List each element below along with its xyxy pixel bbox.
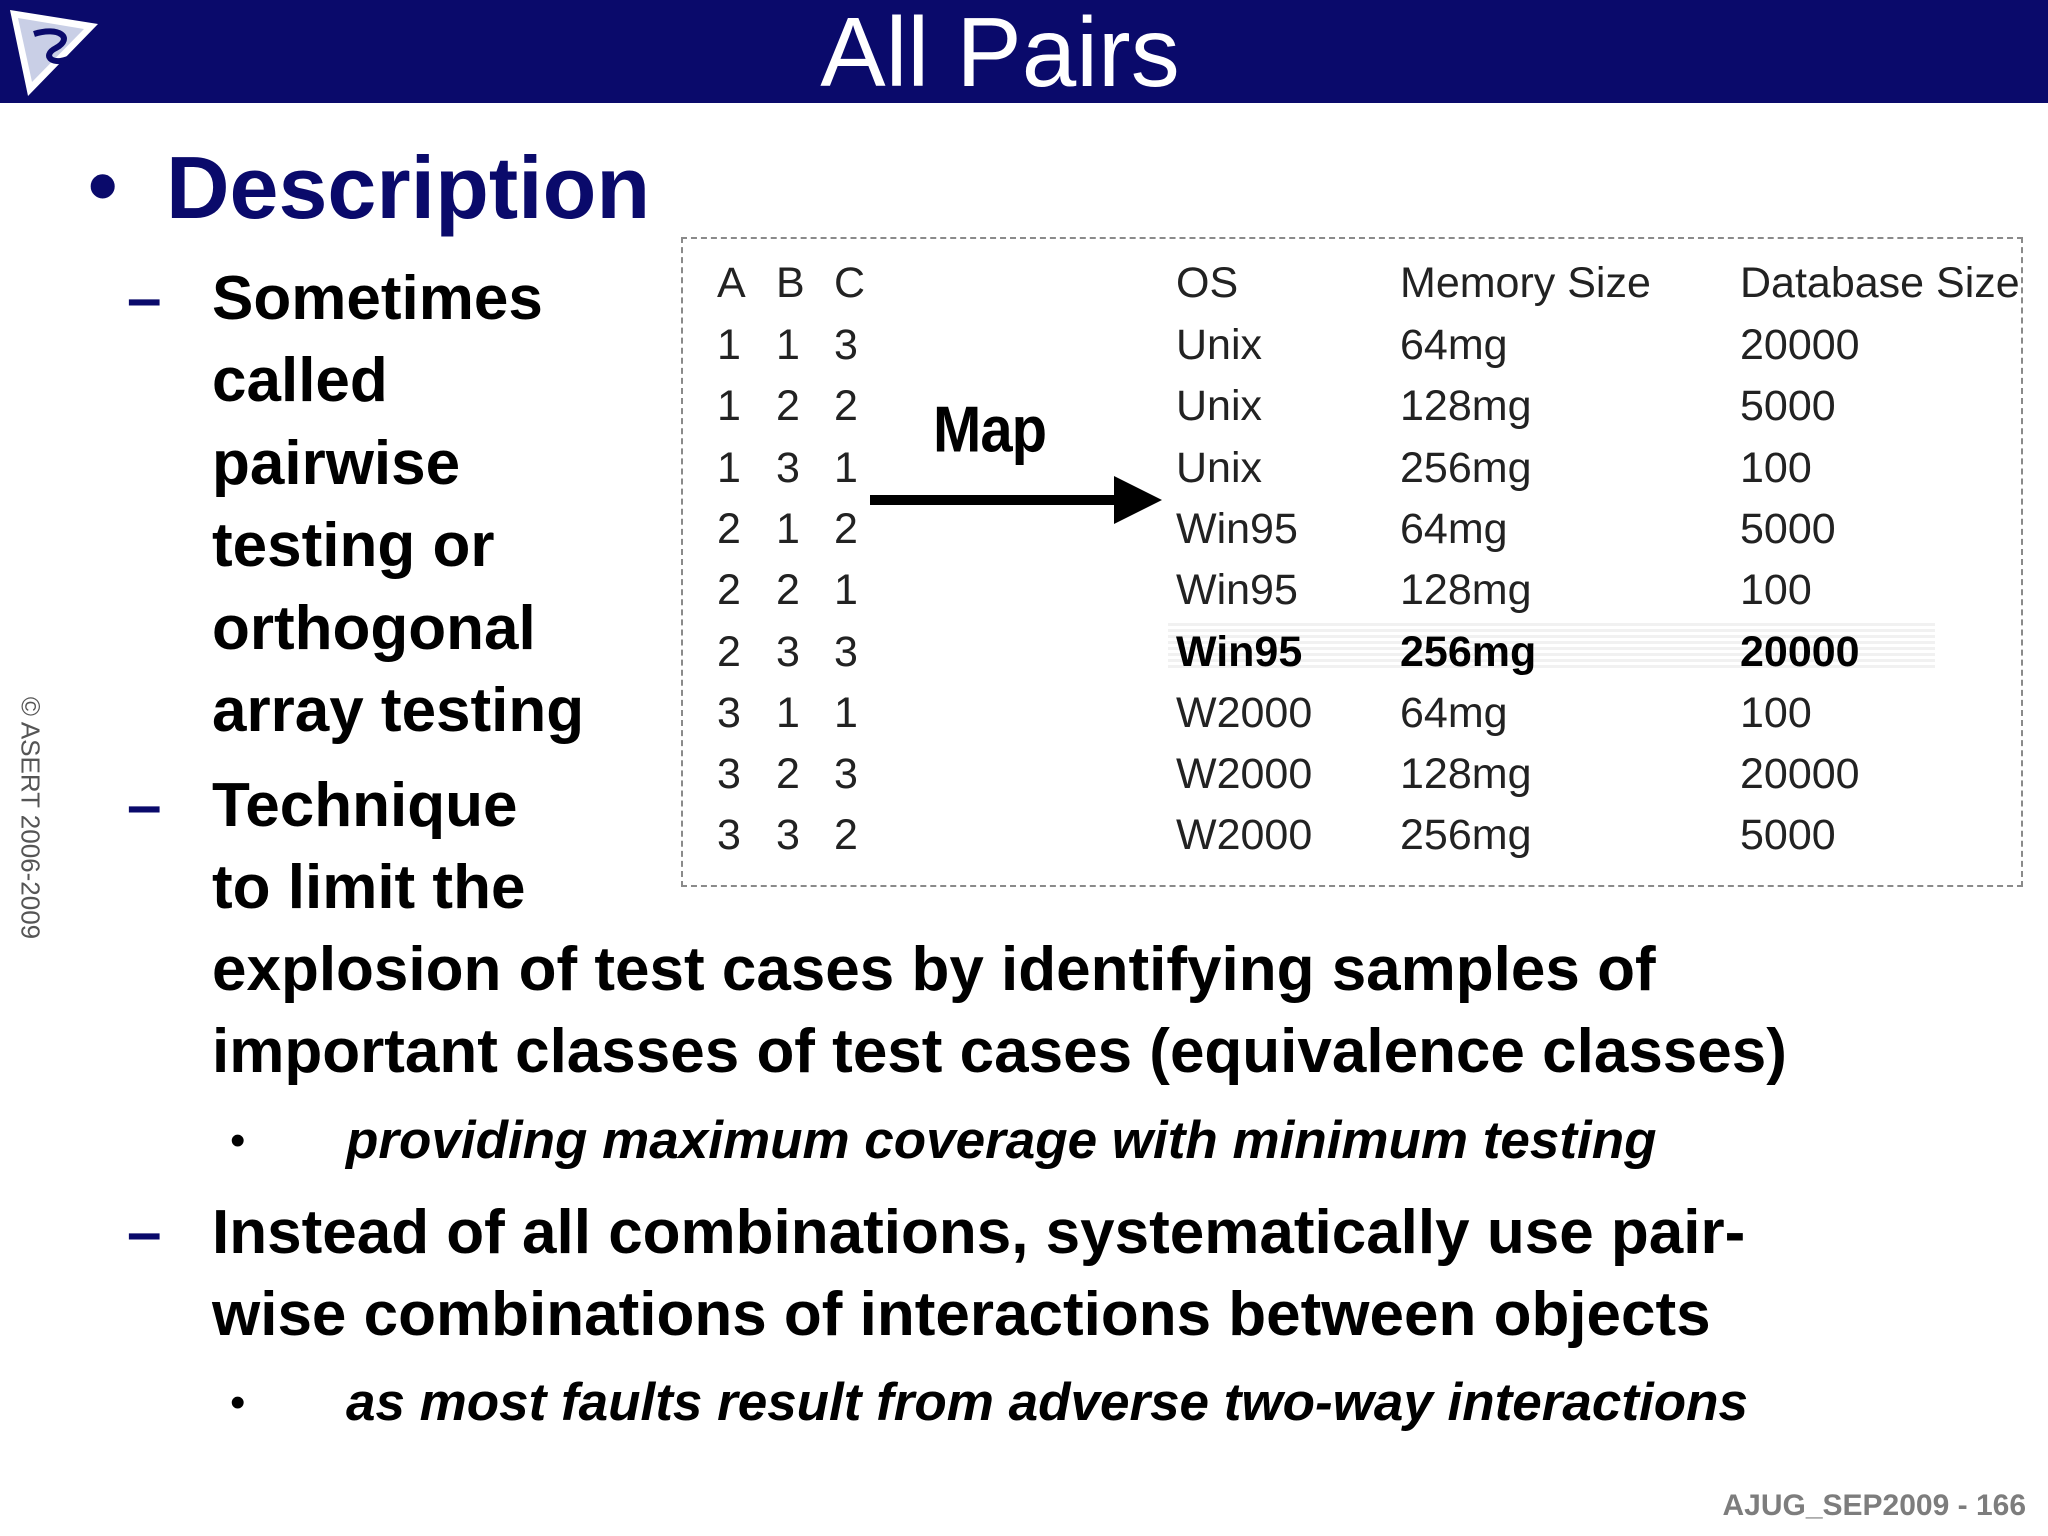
right-table-cell: 5000 [1740, 811, 1836, 859]
point1-line: Sometimes [212, 264, 543, 333]
left-table-cell: 1 [776, 689, 800, 737]
left-table-cell: 2 [834, 382, 858, 430]
right-table-cell: 5000 [1740, 382, 1836, 430]
right-table-cell: 100 [1740, 444, 1812, 492]
left-table-cell: 2 [717, 566, 741, 614]
right-table-cell: W2000 [1176, 750, 1313, 798]
left-table-cell: 3 [717, 750, 741, 798]
right-table-cell: 256mg [1400, 811, 1532, 859]
right-table-cell: 20000 [1740, 321, 1860, 369]
point2-line: important classes of test cases (equivalence classes) [212, 1017, 1787, 1086]
right-table-cell: Win95 [1176, 505, 1298, 553]
point1-line: orthogonal [212, 594, 536, 663]
right-table-cell: 100 [1740, 689, 1812, 737]
right-table-cell: 128mg [1400, 566, 1532, 614]
left-table-cell: 2 [834, 811, 858, 859]
left-table-cell: 1 [776, 505, 800, 553]
point1-line: pairwise [212, 429, 461, 498]
point3-line: Instead of all combinations, systematically use pair- [212, 1198, 1746, 1267]
left-column-header: B [776, 259, 805, 307]
point2-line: to limit the [212, 853, 526, 922]
left-table-cell: 1 [717, 321, 741, 369]
left-column-header: A [717, 259, 746, 307]
right-column-header: Memory Size [1400, 259, 1651, 307]
right-table-cell: W2000 [1176, 689, 1313, 737]
left-table-cell: 1 [834, 444, 858, 492]
right-table-cell: 128mg [1400, 382, 1532, 430]
right-table-cell: Unix [1176, 382, 1263, 430]
left-table-cell: 3 [717, 689, 741, 737]
right-table-cell: Win95 [1176, 628, 1303, 676]
title-bar [0, 0, 2048, 107]
left-column-header: C [834, 259, 866, 307]
left-table-cell: 1 [717, 444, 741, 492]
right-table-cell: Unix [1176, 321, 1263, 369]
right-table-cell: Win95 [1176, 566, 1298, 614]
point2-line: explosion of test cases by identifying samples of [212, 935, 1656, 1004]
right-table-cell: 64mg [1400, 689, 1508, 737]
left-table-cell: 3 [834, 750, 858, 798]
left-table-cell: 2 [717, 505, 741, 553]
left-table-cell: 2 [776, 382, 800, 430]
point2-sub-text: providing maximum coverage with minimum testing [346, 1111, 1657, 1170]
right-table-cell: 5000 [1740, 505, 1836, 553]
map-label: Map [933, 393, 1046, 466]
left-table-cell: 1 [717, 382, 741, 430]
point1-line: testing or [212, 511, 495, 580]
point3-dash: – [127, 1198, 162, 1267]
point3-sub-text: as most faults result from adverse two-way interactions [346, 1373, 1748, 1432]
left-table-cell: 3 [834, 321, 858, 369]
map-arrow-icon [870, 474, 1162, 526]
slide-footer: AJUG_SEP2009 - 166 [1722, 1489, 2026, 1522]
right-table-cell: Unix [1176, 444, 1263, 492]
left-table-cell: 1 [776, 321, 800, 369]
right-column-header: OS [1176, 259, 1239, 307]
point1-line: array testing [212, 676, 585, 745]
left-table-cell: 2 [776, 750, 800, 798]
point3-line: wise combinations of interactions between objects [212, 1280, 1711, 1349]
left-table-cell: 1 [834, 566, 858, 614]
right-table-cell: 64mg [1400, 505, 1508, 553]
right-table-cell: 64mg [1400, 321, 1508, 369]
point2-dash: – [127, 771, 162, 840]
left-table-cell: 3 [776, 444, 800, 492]
left-table-cell: 1 [834, 689, 858, 737]
right-table-cell: 100 [1740, 566, 1812, 614]
right-table-cell: 20000 [1740, 628, 1860, 676]
left-table-cell: 2 [717, 628, 741, 676]
left-table-cell: 2 [776, 566, 800, 614]
point1-dash: – [127, 264, 162, 333]
right-table-cell: 20000 [1740, 750, 1860, 798]
point2-sub-bullet: • [230, 1116, 246, 1165]
point1-line: called [212, 346, 388, 415]
left-table-cell: 3 [834, 628, 858, 676]
left-table-cell: 3 [776, 628, 800, 676]
copyright-notice: © ASERT 2006-2009 [15, 696, 46, 940]
right-table-cell: 256mg [1400, 444, 1532, 492]
point3-sub-bullet: • [230, 1378, 246, 1427]
left-table-cell: 3 [717, 811, 741, 859]
right-table-cell: W2000 [1176, 811, 1313, 859]
right-table-cell: 128mg [1400, 750, 1532, 798]
slide-title: All Pairs [820, 0, 1180, 107]
right-table-cell: 256mg [1400, 628, 1537, 676]
section-heading: Description [166, 138, 651, 237]
heading-bullet: • [88, 138, 118, 232]
point2-line: Technique [212, 771, 518, 840]
right-column-header: Database Size [1740, 259, 2020, 307]
left-table-cell: 3 [776, 811, 800, 859]
left-table-cell: 2 [834, 505, 858, 553]
